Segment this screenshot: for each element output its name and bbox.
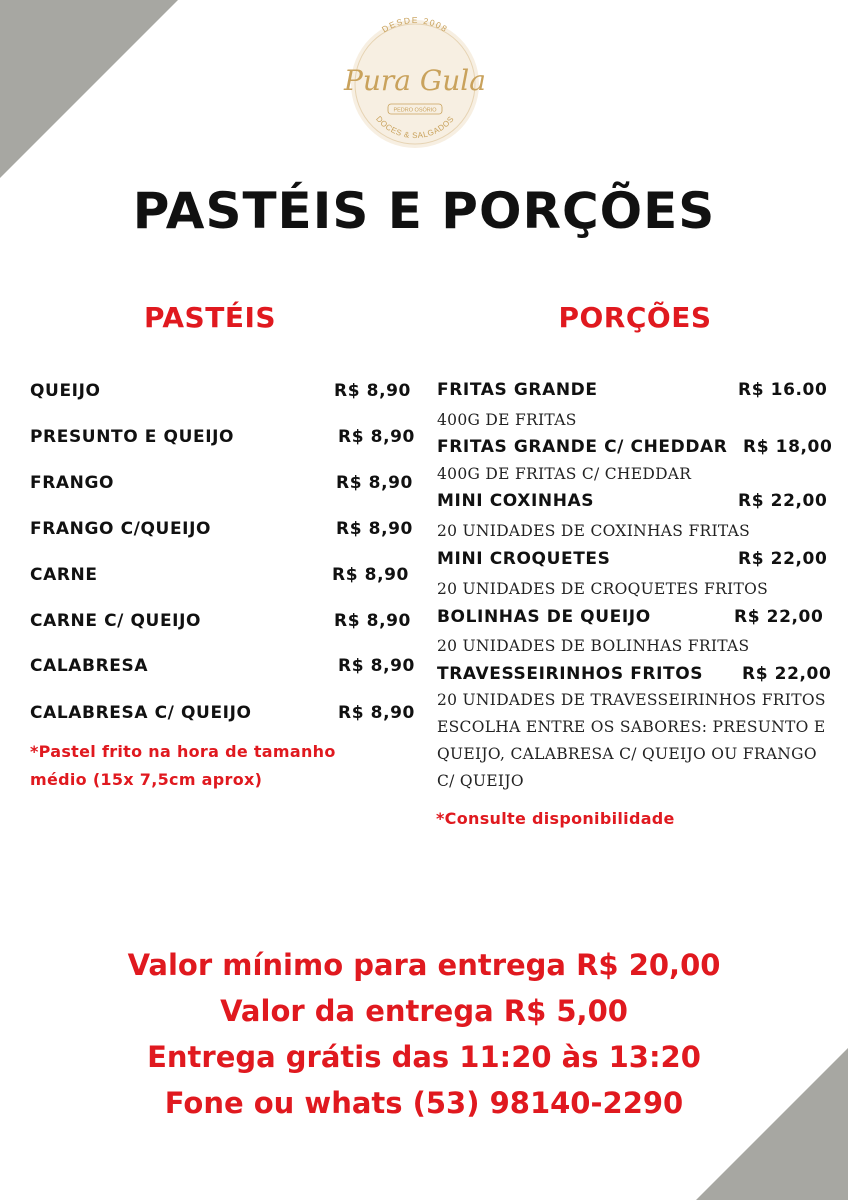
pastel-item (30, 473, 420, 497)
pastel-price: R$ 8,90 (336, 519, 413, 539)
porcao-price: R$ 22,00 (742, 664, 832, 684)
delivery-fee-text: Valor da entrega R$ 5,00 (220, 994, 628, 1028)
pastel-size-note-line-1: *Pastel frito na hora de tamanho (30, 742, 336, 761)
pastel-item (30, 519, 420, 543)
pastel-name: CARNE (30, 565, 98, 585)
pastel-price: R$ 8,90 (338, 703, 415, 723)
logo-name: Pura Gula (344, 64, 486, 97)
pastel-price: R$ 8,90 (334, 611, 411, 631)
porcao-price: R$ 22,00 (738, 549, 828, 569)
pastel-item (30, 611, 420, 635)
porcao-description: 20 UNIDADES DE COXINHAS FRITAS (437, 522, 751, 540)
corner-decoration-top-left (0, 0, 178, 178)
logo-subtitle: PEDRO OSÓRIO (393, 107, 437, 114)
porcao-description: 400G DE FRITAS (437, 411, 577, 429)
porcao-description: 20 UNIDADES DE TRAVESSEIRINHOS FRITOS ESCOLHA ENTRE OS SABORES: PRESUNTO E QUEIJO, CALABRESA C/ QUEIJO OU FRANGO C/ QUEIJO (437, 691, 826, 790)
pastel-name: CALABRESA C/ QUEIJO (30, 703, 252, 723)
pastel-name: FRANGO C/QUEIJO (30, 519, 212, 539)
porcao-description: 400G DE FRITAS C/ CHEDDAR (437, 465, 692, 483)
pastel-item (30, 381, 420, 405)
porcao-name: TRAVESSEIRINHOS FRITOS (437, 664, 704, 684)
pastel-name: FRANGO (30, 473, 115, 493)
porcao-name: FRITAS GRANDE C/ CHEDDAR (437, 437, 728, 457)
porcoes-heading: PORÇÕES (558, 301, 712, 334)
pura-gula-logo (330, 14, 500, 154)
logo-top-arc-text: DESDE 2008 (379, 14, 451, 35)
porcao-price: R$ 16.00 (738, 380, 828, 400)
pastel-price: R$ 8,90 (338, 427, 415, 447)
porcao-description: 20 UNIDADES DE CROQUETES FRITOS (437, 580, 769, 598)
pastel-price: R$ 8,90 (336, 473, 413, 493)
porcao-description: 20 UNIDADES DE BOLINHAS FRITAS (437, 637, 750, 655)
pastel-size-note (30, 738, 410, 794)
pasteis-heading: PASTÉIS (143, 301, 277, 334)
pastel-item (30, 565, 420, 589)
pastel-item (30, 703, 420, 727)
porcao-price: R$ 22,00 (738, 491, 828, 511)
logo-bottom-arc-text: DOCES & SALGADOS (374, 114, 456, 141)
porcao-price: R$ 22,00 (734, 607, 824, 627)
porcao-name: BOLINHAS DE QUEIJO (437, 607, 651, 627)
minimum-order-text: Valor mínimo para entrega R$ 20,00 (127, 948, 721, 982)
pastel-item (30, 427, 420, 451)
free-delivery-text: Entrega grátis das 11:20 às 13:20 (147, 1040, 701, 1074)
pastel-price: R$ 8,90 (338, 656, 415, 676)
porcao-price: R$ 18,00 (743, 437, 833, 457)
availability-note: *Consulte disponibilidade (436, 809, 675, 828)
porcao-name: MINI COXINHAS (437, 491, 595, 511)
pastel-price: R$ 8,90 (332, 565, 409, 585)
pastel-item (30, 656, 420, 680)
pastel-name: CARNE C/ QUEIJO (30, 611, 202, 631)
porcao-name: MINI CROQUETES (437, 549, 611, 569)
pastel-name: QUEIJO (30, 381, 101, 401)
porcao-name: FRITAS GRANDE (437, 380, 598, 400)
contact-phone-text: Fone ou whats (53) 98140-2290 (164, 1086, 684, 1120)
pastel-name: CALABRESA (30, 656, 149, 676)
page-title: PASTÉIS E PORÇÕES (132, 182, 716, 240)
pastel-size-note-line-2: médio (15x 7,5cm aprox) (30, 770, 263, 789)
pastel-name: PRESUNTO E QUEIJO (30, 427, 235, 447)
pastel-price: R$ 8,90 (334, 381, 411, 401)
